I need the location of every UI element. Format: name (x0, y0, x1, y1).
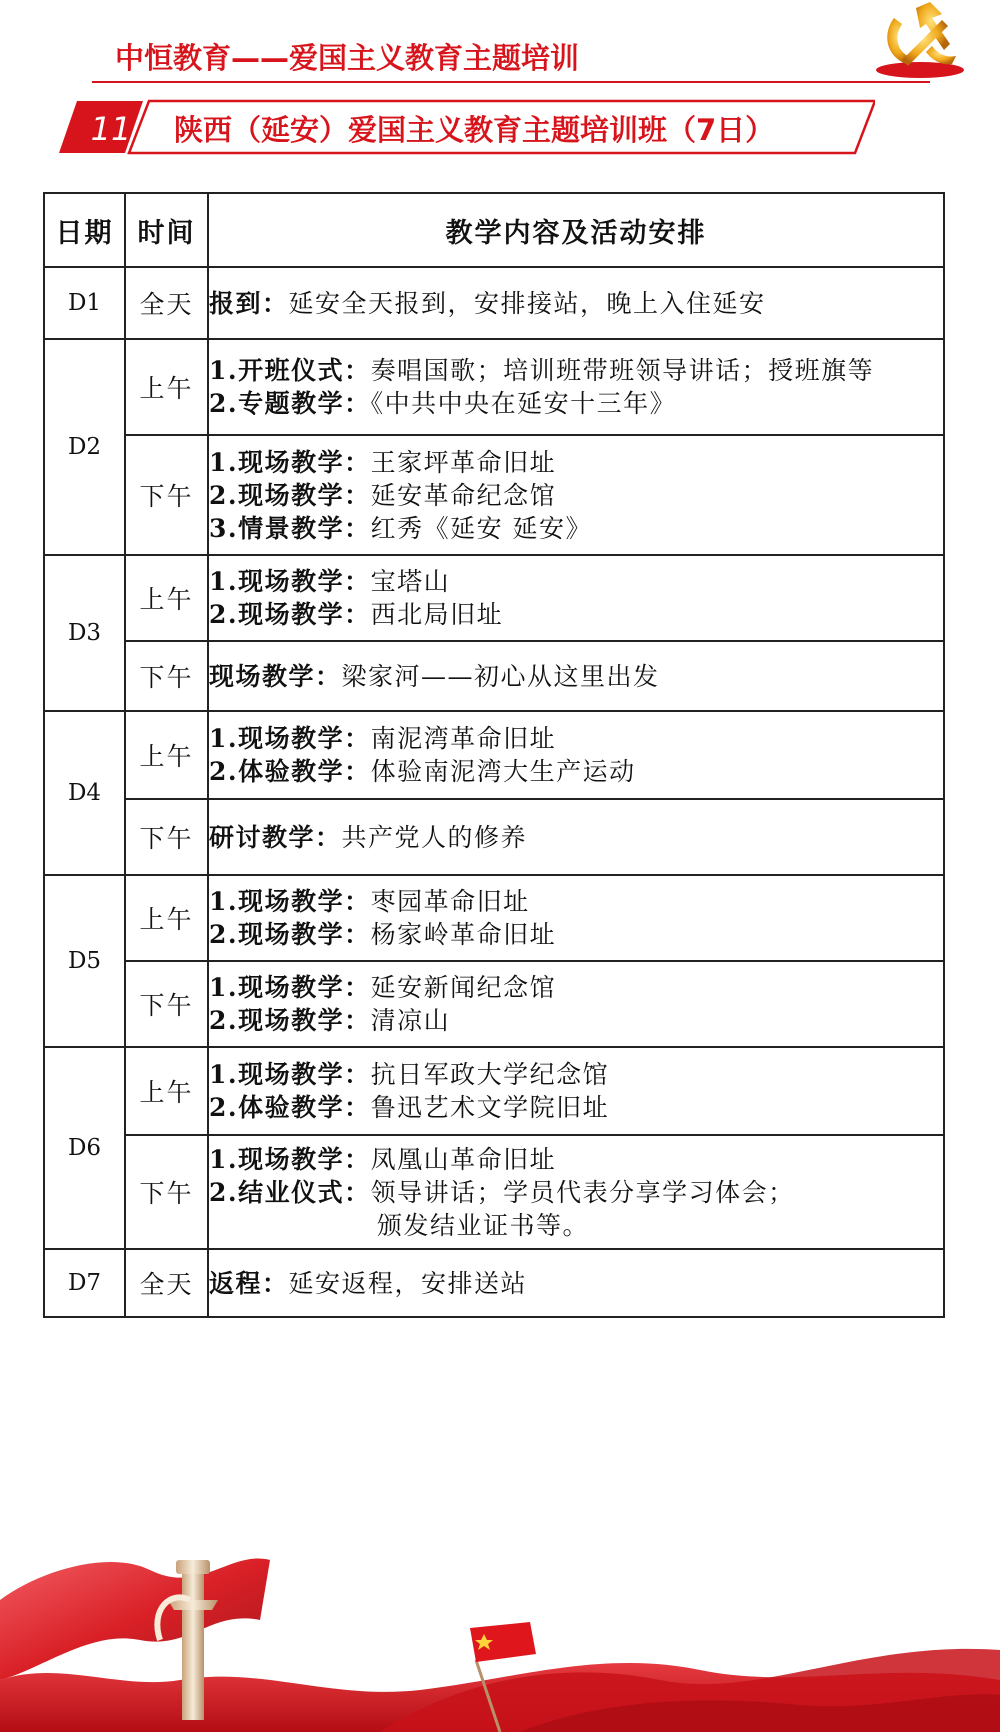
content-label: 现场教学： (209, 661, 342, 691)
content-cell (208, 1249, 944, 1317)
content-line (209, 1176, 943, 1209)
content-text: 延安全天报到，安排接站，晚上入住延安 (288, 288, 766, 318)
content-label: 2.现场教学： (209, 920, 371, 949)
content-label: 1.现场教学： (209, 887, 371, 916)
content-line (209, 971, 943, 1004)
content-cell (208, 555, 944, 641)
content-line (209, 918, 943, 951)
day-cell: D7 (44, 1249, 125, 1317)
table-row (44, 339, 944, 435)
header-date: 日期 (44, 193, 125, 267)
content-cell (208, 641, 944, 711)
content-label: 2.现场教学： (209, 480, 371, 510)
content-text: 王家坪革命旧址 (370, 447, 557, 477)
content-line (209, 755, 943, 788)
time-cell: 上午 (125, 711, 208, 799)
content-cell (208, 1047, 944, 1135)
day-cell: D1 (44, 267, 125, 339)
content-text: 鲁迅艺术文学院旧址 (370, 1093, 610, 1122)
content-text: 宝塔山 (370, 567, 451, 596)
content-text: 西北局旧址 (370, 600, 504, 629)
content-cell (208, 1135, 944, 1249)
content-line (209, 446, 943, 479)
time-cell: 全天 (125, 1249, 208, 1317)
content-text: 共产党人的修养 (341, 822, 528, 852)
table-row (44, 641, 944, 711)
content-text: 梁家河——初心从这里出发 (341, 661, 660, 691)
content-text: 延安返程，安排送站 (288, 1268, 528, 1298)
header-content: 教学内容及活动安排 (208, 193, 944, 267)
content-label: 2.体验教学： (209, 757, 371, 786)
table-row (44, 267, 944, 339)
time-cell: 下午 (125, 1135, 208, 1249)
content-text: 颁发结业证书等。 (377, 1210, 590, 1240)
content-cell (208, 339, 944, 435)
content-label: 3.情景教学： (209, 513, 371, 543)
content-line (209, 1004, 943, 1037)
time-cell: 上午 (125, 1047, 208, 1135)
content-label: 返程： (209, 1268, 289, 1298)
time-cell: 上午 (125, 875, 208, 961)
content-line (209, 598, 943, 631)
content-label: 1.现场教学： (209, 1144, 371, 1174)
content-label: 1.现场教学： (209, 447, 371, 477)
schedule-table (43, 192, 945, 1318)
time-cell: 下午 (125, 961, 208, 1047)
table-row (44, 875, 944, 961)
content-line (209, 565, 943, 598)
time-cell: 上午 (125, 555, 208, 641)
time-cell: 下午 (125, 641, 208, 711)
table-row (44, 1249, 944, 1317)
content-label: 2.现场教学： (209, 600, 371, 629)
content-text: 延安革命纪念馆 (370, 480, 557, 510)
content-text: 枣园革命旧址 (370, 887, 530, 916)
table-row (44, 435, 944, 555)
content-text: 南泥湾革命旧址 (370, 724, 557, 753)
content-label: 2.体验教学： (209, 1093, 371, 1122)
content-label: 1.开班仪式： (209, 356, 371, 385)
content-text: 红秀《延安 延安》 (370, 513, 593, 543)
content-line (209, 1091, 943, 1124)
party-emblem-icon (872, 0, 972, 80)
course-number: 11 (90, 110, 132, 148)
content-cell (208, 961, 944, 1047)
header-time: 时间 (125, 193, 208, 267)
content-line (209, 722, 943, 755)
content-label: 报到： (209, 288, 289, 318)
content-cell (208, 435, 944, 555)
content-line (209, 479, 943, 512)
content-line (209, 512, 943, 545)
time-cell: 下午 (125, 799, 208, 875)
table-row (44, 555, 944, 641)
content-label: 1.现场教学： (209, 724, 371, 753)
content-label: 2.专题教学： (209, 389, 371, 418)
content-cell (208, 267, 944, 339)
content-text: 杨家岭革命旧址 (370, 920, 557, 949)
table-row (44, 1047, 944, 1135)
content-line (209, 1209, 943, 1242)
time-cell: 下午 (125, 435, 208, 555)
content-label: 1.现场教学： (209, 1060, 371, 1089)
content-label: 1.现场教学： (209, 567, 371, 596)
course-title: 陕西（延安）爱国主义教育主题培训班（7日） (174, 113, 775, 147)
content-line (209, 387, 943, 420)
content-text: 清凉山 (370, 1006, 451, 1035)
table-header-row (44, 193, 944, 267)
red-flag-ribbon-decoration (0, 1530, 1000, 1732)
content-line (209, 660, 943, 693)
table-row (44, 961, 944, 1047)
content-text: 体验南泥湾大生产运动 (370, 757, 636, 786)
content-label: 2.结业仪式： (209, 1177, 371, 1207)
time-cell: 上午 (125, 339, 208, 435)
day-cell: D6 (44, 1047, 125, 1249)
content-text: 《中共中央在延安十三年》 (370, 389, 677, 418)
content-label: 2.现场教学： (209, 1006, 371, 1035)
table-row (44, 799, 944, 875)
content-line (209, 1143, 943, 1176)
content-label: 研讨教学： (209, 822, 342, 852)
content-line (209, 1058, 943, 1091)
day-cell: D5 (44, 875, 125, 1047)
content-text: 领导讲话；学员代表分享学习体会； (370, 1177, 795, 1207)
content-line (209, 354, 943, 387)
content-text: 奏唱国歌；培训班带班领导讲话；授班旗等 (370, 356, 875, 385)
content-line (209, 287, 943, 320)
content-text: 抗日军政大学纪念馆 (370, 1060, 610, 1089)
header-title: 中恒教育——爱国主义教育主题培训 (115, 41, 580, 75)
content-line (209, 821, 943, 854)
content-cell (208, 711, 944, 799)
content-text: 延安新闻纪念馆 (370, 973, 557, 1002)
content-text: 凤凰山革命旧址 (370, 1144, 557, 1174)
content-label: 1.现场教学： (209, 973, 371, 1002)
table-row (44, 1135, 944, 1249)
table-row (44, 711, 944, 799)
day-cell: D2 (44, 339, 125, 555)
content-cell (208, 799, 944, 875)
day-cell: D4 (44, 711, 125, 875)
content-cell (208, 875, 944, 961)
content-line (209, 1267, 943, 1300)
header-divider (92, 81, 930, 83)
time-cell: 全天 (125, 267, 208, 339)
content-line (209, 885, 943, 918)
day-cell: D3 (44, 555, 125, 711)
